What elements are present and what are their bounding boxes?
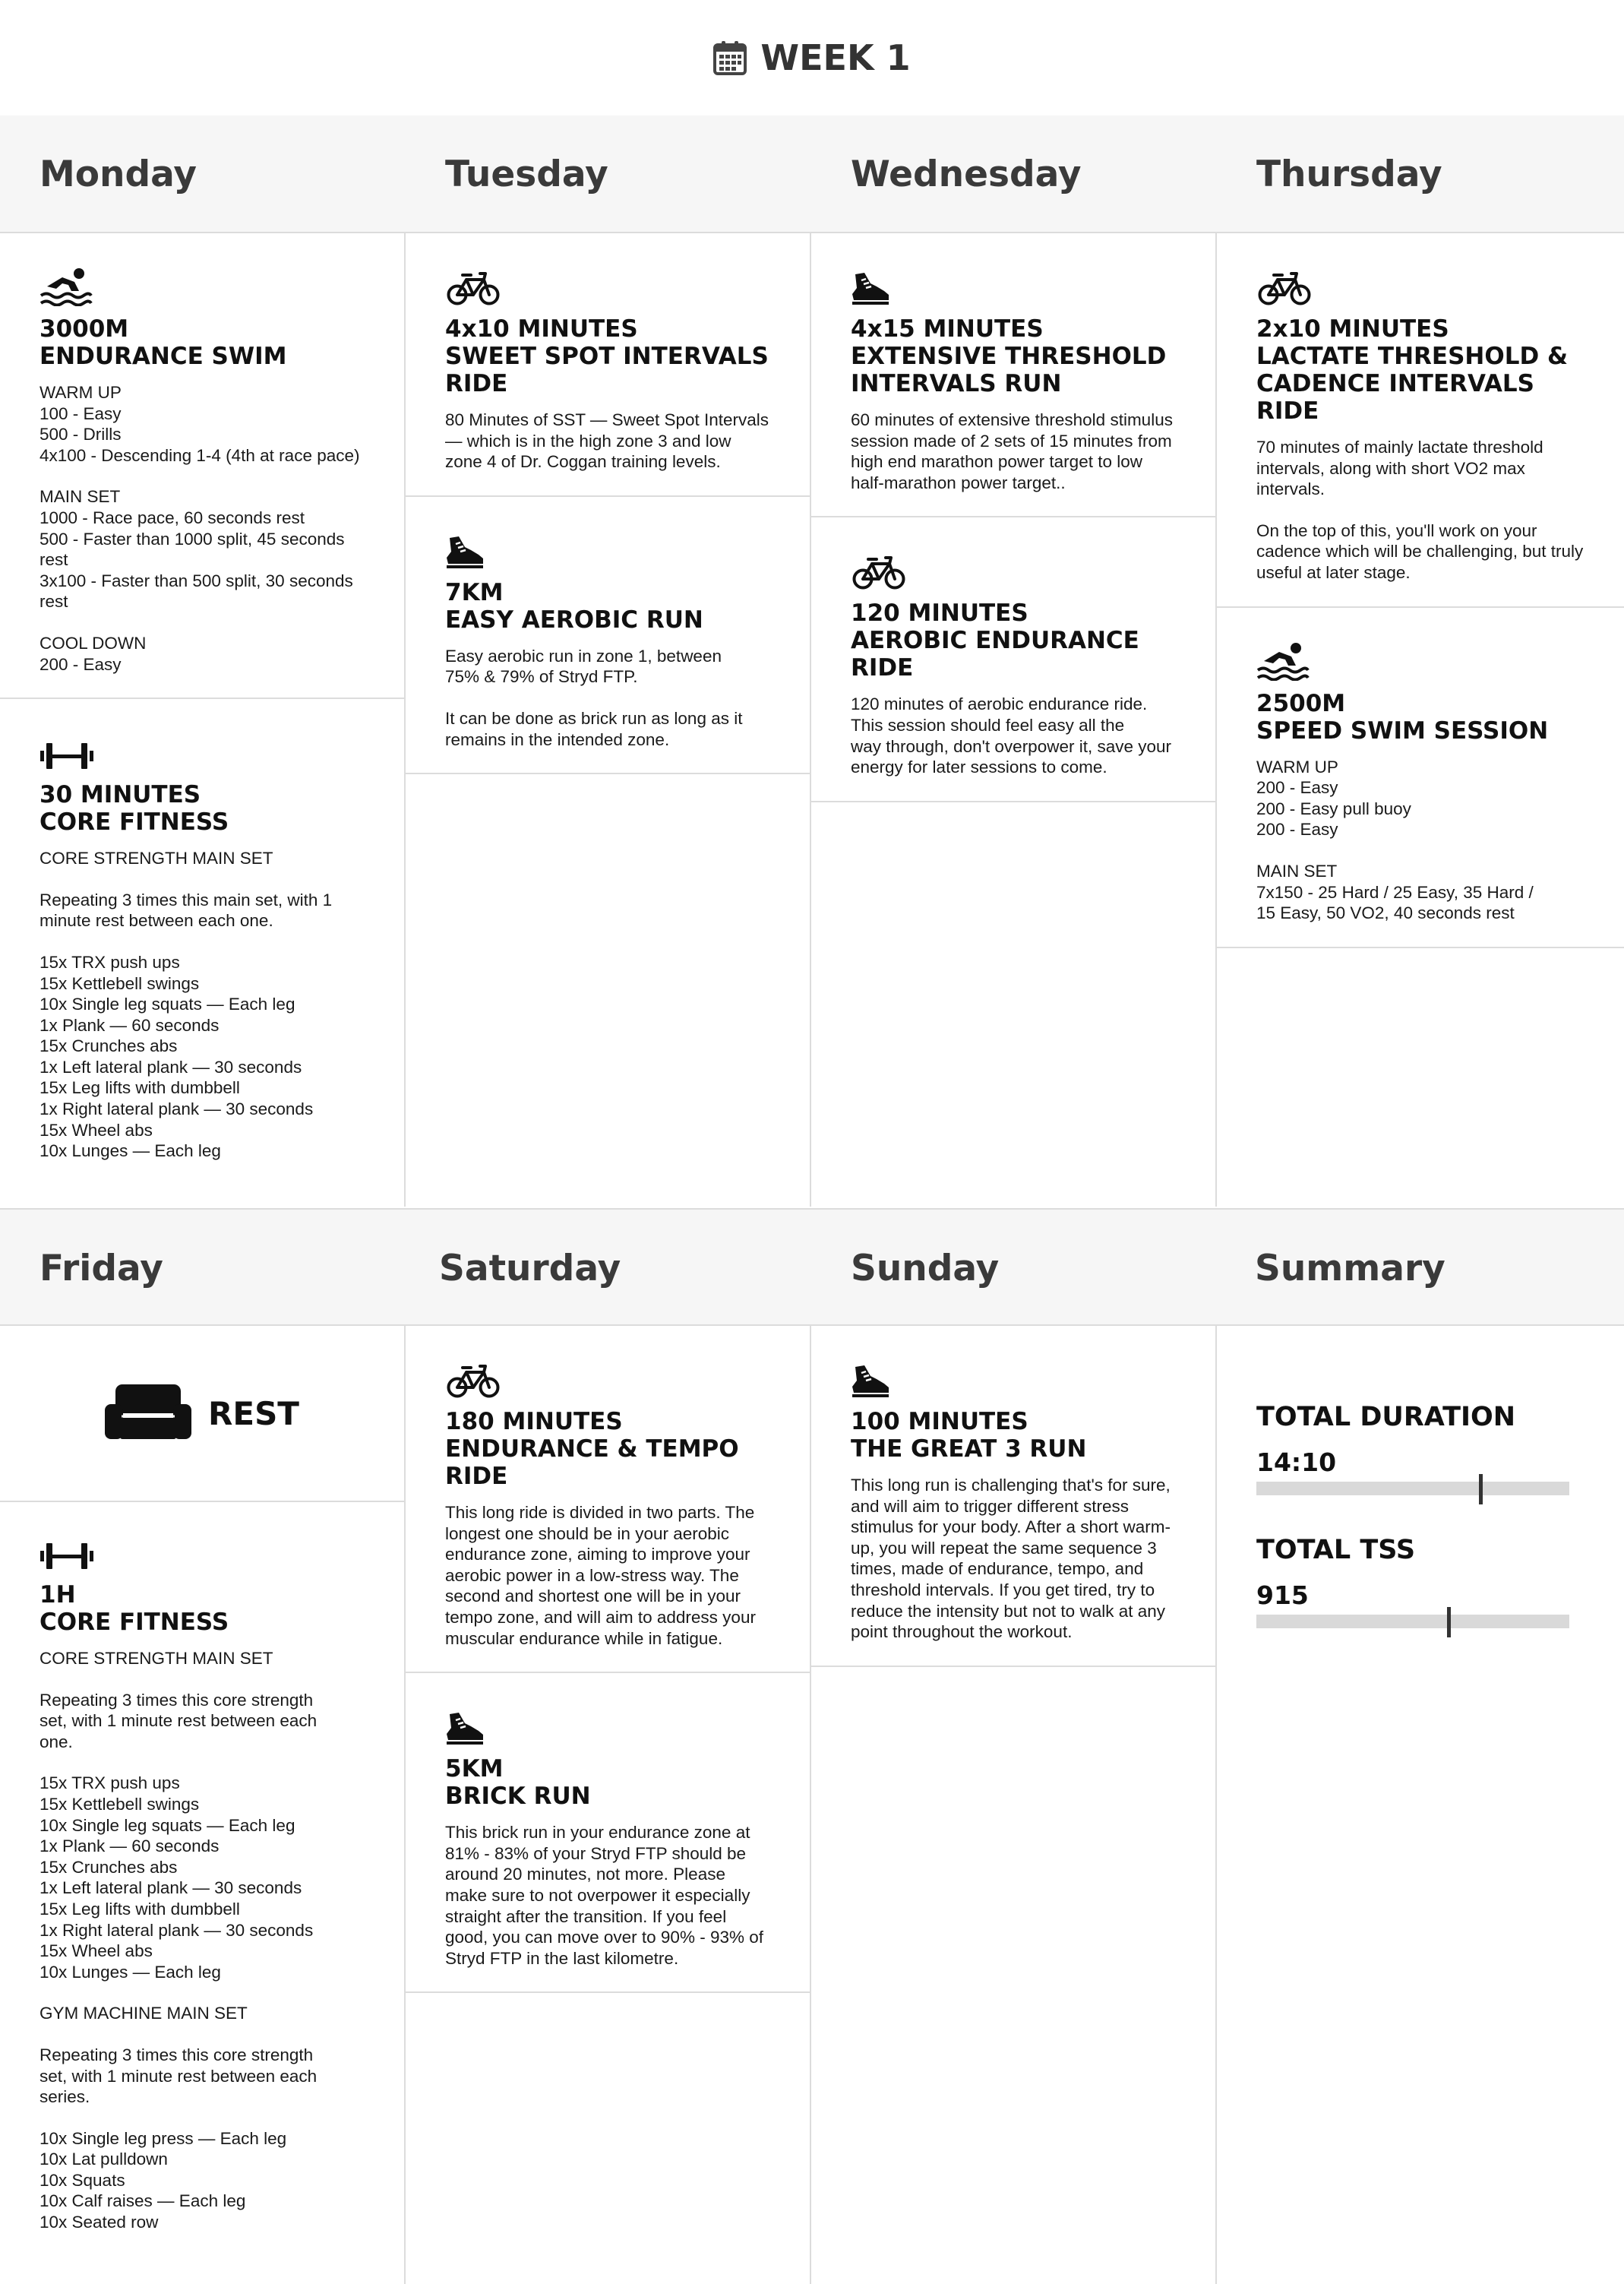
dumbbell-icon	[39, 740, 94, 772]
workout-title: 2500M SPEED SWIM SESSION	[1256, 689, 1549, 745]
workout-title: 100 MINUTES THE GREAT 3 RUN	[851, 1408, 1087, 1463]
total-tss-marker	[1447, 1607, 1451, 1637]
workout-title: 30 MINUTES CORE FITNESS	[39, 781, 229, 837]
bike-icon	[1256, 270, 1313, 306]
workout-description: This long run is challenging that's for sure, and will aim to trigger different stress stimulus for your body. After a short warm-up, you will repeat the same sequence 3 times, made of endurance, tempo, and threshold intervals. If you get tired, try to reduce the intensity but not to walk at any point throughout the workout.	[851, 1476, 1171, 1642]
day-header-tuesday: Tuesday	[445, 153, 608, 195]
workout-card[interactable]	[1217, 233, 1624, 608]
workout-card[interactable]	[0, 1502, 404, 2256]
day-header-sunday: Sunday	[851, 1248, 1000, 1289]
workout-card[interactable]	[406, 1673, 810, 1993]
workout-title: 4x15 MINUTES EXTENSIVE THRESHOLD INTERVALS RUN	[851, 315, 1167, 397]
workout-title: 180 MINUTES ENDURANCE & TEMPO RIDE	[445, 1408, 739, 1490]
bike-icon	[445, 270, 501, 306]
shoe-icon	[851, 271, 892, 306]
column-wednesday	[811, 233, 1217, 1207]
total-tss-label: TOTAL TSS	[1256, 1535, 1416, 1565]
workout-description: 70 minutes of mainly lactate threshold intervals, along with short VO2 max intervals. On the top of this, you'll work on your cadence which will be challenging, but truly useful at later stage.	[1256, 438, 1584, 582]
shoe-icon	[445, 1711, 486, 1746]
workout-description: 80 Minutes of SST — Sweet Spot Intervals — which is in the high zone 3 and low zone 4 of Dr. Coggan training levels.	[445, 410, 769, 472]
bike-icon	[445, 1362, 501, 1399]
column-saturday	[406, 1326, 811, 2284]
dumbbell-icon	[39, 1540, 94, 1572]
workout-card[interactable]	[811, 517, 1215, 802]
week-header	[0, 0, 1624, 115]
workout-description: 60 minutes of extensive threshold stimulus session made of 2 sets of 15 minutes from high end marathon power target to low half-marathon power target..	[851, 410, 1173, 492]
workout-description: CORE STRENGTH MAIN SET Repeating 3 times this core strength set, with 1 minute rest between each one. 15x TRX push ups 15x Kettlebell swings 10x Single leg squats — Each leg 1x Plank — 60 seconds 15x Crunches abs 1x Left lateral plank — 30 seconds 15x Leg lifts with dumbbell 1x Right lateral plank — 30 seconds 15x Wheel abs 10x Lunges — Each leg GYM MACHINE MAIN SET Repeating 3 times this core strength set, with 1 minute rest between each series. 10x Single leg press — Each leg 10x Lat pulldown 10x Squats 10x Calf raises — Each leg 10x Seated row	[39, 1649, 318, 2232]
workout-card[interactable]	[0, 233, 404, 699]
workout-card[interactable]	[406, 233, 810, 497]
day-header-saturday: Saturday	[439, 1248, 621, 1289]
rest-day	[0, 1326, 404, 1502]
day-header-monday: Monday	[39, 153, 197, 195]
workout-description: WARM UP 200 - Easy 200 - Easy pull buoy 200 - Easy MAIN SET 7x150 - 25 Hard / 25 Easy, 35 Hard / 15 Easy, 50 VO2, 40 seconds rest	[1256, 757, 1534, 923]
total-tss-value: 915	[1256, 1580, 1309, 1610]
workout-title: 7KM EASY AEROBIC RUN	[445, 578, 703, 634]
workout-card[interactable]	[406, 497, 810, 774]
sofa-icon	[105, 1384, 191, 1442]
swim-icon	[1256, 643, 1310, 681]
workout-description: Easy aerobic run in zone 1, between 75% & 79% of Stryd FTP. It can be done as brick run as long as it remains in the intended zone.	[445, 646, 743, 749]
total-duration-marker	[1479, 1474, 1483, 1504]
workout-title: 4x10 MINUTES SWEET SPOT INTERVALS RIDE	[445, 315, 769, 397]
workout-card[interactable]	[811, 1326, 1215, 1667]
column-tuesday	[406, 233, 811, 1207]
rest-label: REST	[208, 1394, 299, 1432]
shoe-icon	[851, 1364, 892, 1399]
workout-title: 2x10 MINUTES LACTATE THRESHOLD & CADENCE INTERVALS RIDE	[1256, 315, 1569, 425]
column-summary	[1217, 1326, 1624, 2284]
day-header-row-bottom	[0, 1208, 1624, 1326]
total-tss-bar	[1256, 1615, 1569, 1628]
total-duration-label: TOTAL DURATION	[1256, 1402, 1516, 1432]
column-friday	[0, 1326, 406, 2284]
workout-title: 120 MINUTES AEROBIC ENDURANCE RIDE	[851, 599, 1139, 682]
column-monday	[0, 233, 406, 1207]
total-duration-value: 14:10	[1256, 1447, 1337, 1477]
shoe-icon	[445, 535, 486, 570]
day-header-row-top	[0, 115, 1624, 233]
total-duration-bar	[1256, 1482, 1569, 1495]
workout-card[interactable]	[811, 233, 1215, 517]
calendar-icon	[713, 40, 747, 75]
workout-description: CORE STRENGTH MAIN SET Repeating 3 times this main set, with 1 minute rest between each one. 15x TRX push ups 15x Kettlebell swings 10x Single leg squats — Each leg 1x Plank — 60 seconds 15x Crunches abs 1x Left lateral plank — 30 seconds 15x Leg lifts with dumbbell 1x Right lateral plank — 30 seconds 15x Wheel abs 10x Lunges — Each leg	[39, 849, 333, 1161]
workout-description: 120 minutes of aerobic endurance ride. This session should feel easy all the way through, don't overpower it, save your energy for later sessions to come.	[851, 694, 1172, 777]
workout-card[interactable]	[1217, 608, 1624, 948]
workout-title: 1H CORE FITNESS	[39, 1581, 229, 1636]
column-thursday	[1217, 233, 1624, 1207]
column-sunday	[811, 1326, 1217, 2284]
workout-title: 5KM BRICK RUN	[445, 1755, 591, 1811]
bike-icon	[851, 554, 907, 590]
workout-title: 3000M ENDURANCE SWIM	[39, 315, 287, 370]
day-header-wednesday: Wednesday	[851, 153, 1082, 195]
workout-description: This long ride is divided in two parts. The longest one should be in your aerobic endurance zone, aiming to improve your aerobic power in a low-stress way. The second and shortest one will be in your tempo zone, and will aim to address your muscular endurance while in fatigue.	[445, 1503, 756, 1648]
workout-description: This brick run in your endurance zone at 81% - 83% of your Stryd FTP should be around 20 minutes, not more. Please make sure to not overpower it especially straight after the transition. If you feel good, you can move over to 90% - 93% of Stryd FTP in the last kilometre.	[445, 1823, 763, 1968]
workout-description: WARM UP 100 - Easy 500 - Drills 4x100 - Descending 1-4 (4th at race pace) MAIN SET 1000 - Race pace, 60 seconds rest 500 - Faster than 1000 split, 45 seconds rest 3x100 - Faster than 500 split, 30 seconds rest COOL DOWN 200 - Easy	[39, 383, 360, 674]
swim-icon	[39, 268, 93, 306]
day-header-thursday: Thursday	[1256, 153, 1442, 195]
summary-panel	[1217, 1326, 1624, 1628]
day-header-summary: Summary	[1255, 1248, 1445, 1289]
workout-card[interactable]	[406, 1326, 810, 1673]
day-header-friday: Friday	[39, 1248, 163, 1289]
week-title: WEEK 1	[760, 37, 911, 78]
workout-card[interactable]	[0, 699, 404, 1185]
